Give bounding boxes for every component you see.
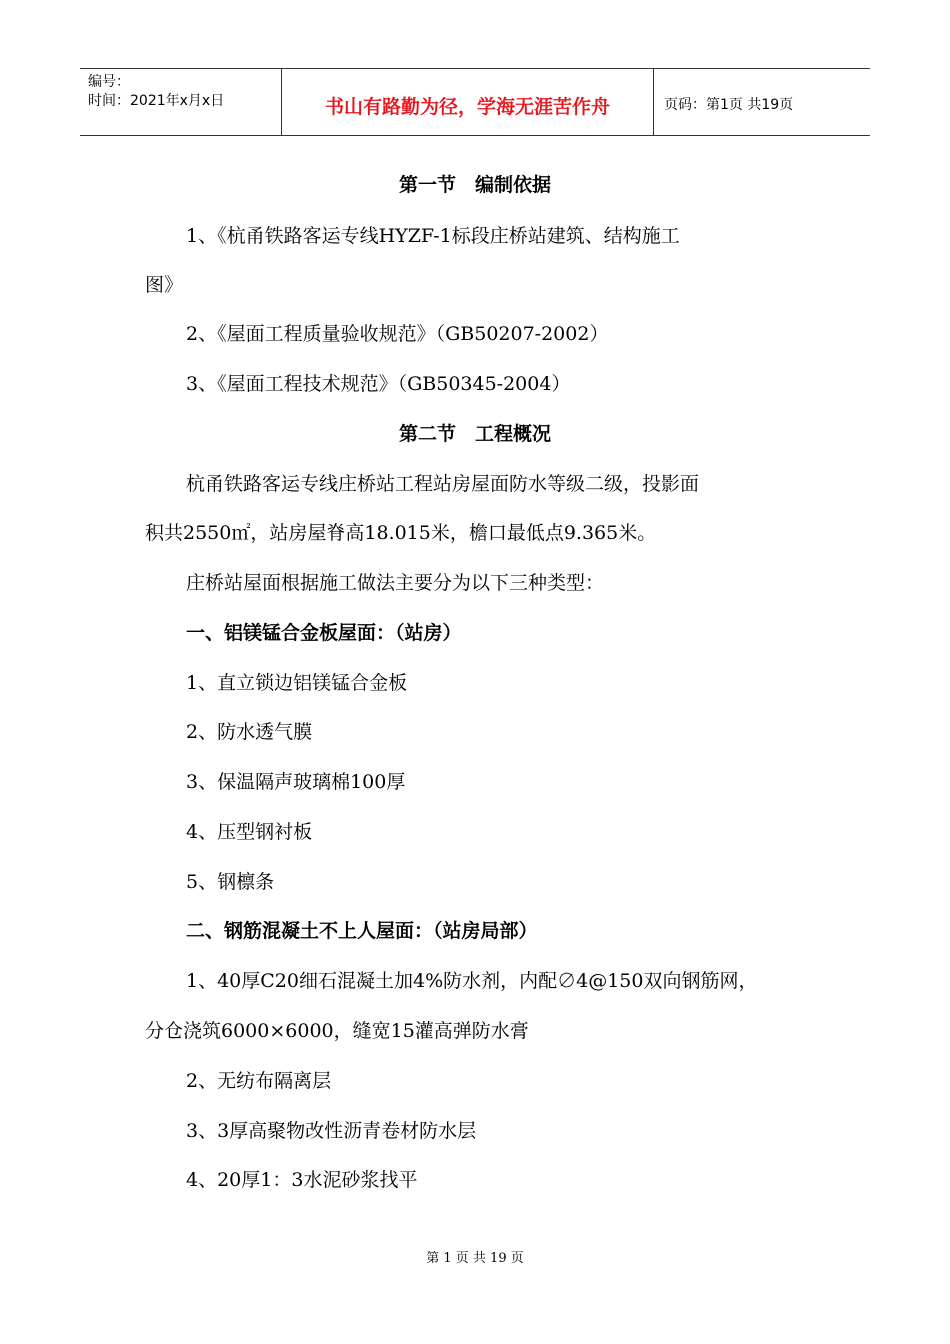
- reference-item-3: 3、《屋面工程技术规范》（GB50345-2004）: [186, 373, 571, 395]
- overview-paragraph: 杭甬铁路客运专线庄桥站工程站房屋面防水等级二级，投影面: [186, 473, 700, 495]
- header-page-info: 页码：第1页 共19页: [664, 97, 794, 113]
- roof-type-1-title: 一、铝镁锰合金板屋面：（站房）: [186, 622, 462, 644]
- reference-item-1-continued: 图》: [145, 274, 184, 296]
- document-header: [80, 68, 870, 136]
- roof-type-2-item: 4、20厚1：3水泥砂浆找平: [186, 1169, 418, 1191]
- reference-item-1: 1、《杭甬铁路客运专线HYZF-1标段庄桥站建筑、结构施工: [186, 225, 680, 247]
- page-footer: 第 1 页 共 19 页: [426, 1251, 524, 1266]
- roof-type-1-item: 4、压型钢衬板: [186, 821, 313, 843]
- document-date: 时间：2021年x月x日: [88, 93, 225, 109]
- roof-type-2-item: 3、3厚高聚物改性沥青卷材防水层: [186, 1120, 477, 1142]
- roof-type-2-title: 二、钢筋混凝土不上人屋面：（站房局部）: [186, 920, 538, 942]
- roof-type-2-item-continued: 分仓浇筑6000×6000，缝宽15灌高弹防水膏: [145, 1020, 529, 1042]
- roof-type-1-item: 3、保温隔声玻璃棉100厚: [186, 771, 406, 793]
- reference-item-2: 2、《屋面工程质量验收规范》（GB50207-2002）: [186, 323, 609, 345]
- roof-type-1-item: 1、直立锁边铝镁锰合金板: [186, 672, 408, 694]
- header-meta-cell: [80, 69, 282, 135]
- roof-type-2-item: 2、无纺布隔离层: [186, 1070, 332, 1092]
- header-motto: 书山有路勤为径，学海无涯苦作舟: [282, 69, 654, 135]
- section-2-title: 第二节 工程概况: [398, 423, 551, 445]
- document-number-label: 编号：: [88, 74, 130, 90]
- roof-type-1-item: 2、防水透气膜: [186, 721, 313, 743]
- section-1-title: 第一节 编制依据: [398, 174, 551, 196]
- roof-type-1-item: 5、钢檩条: [186, 871, 275, 893]
- overview-paragraph-continued: 积共2550㎡，站房屋脊高18.015米，檐口最低点9.365米。: [145, 522, 657, 544]
- roof-types-intro: 庄桥站屋面根据施工做法主要分为以下三种类型：: [186, 572, 605, 594]
- roof-type-2-item: 1、40厚C20细石混凝土加4%防水剂，内配∅4@150双向钢筋网，: [186, 970, 758, 992]
